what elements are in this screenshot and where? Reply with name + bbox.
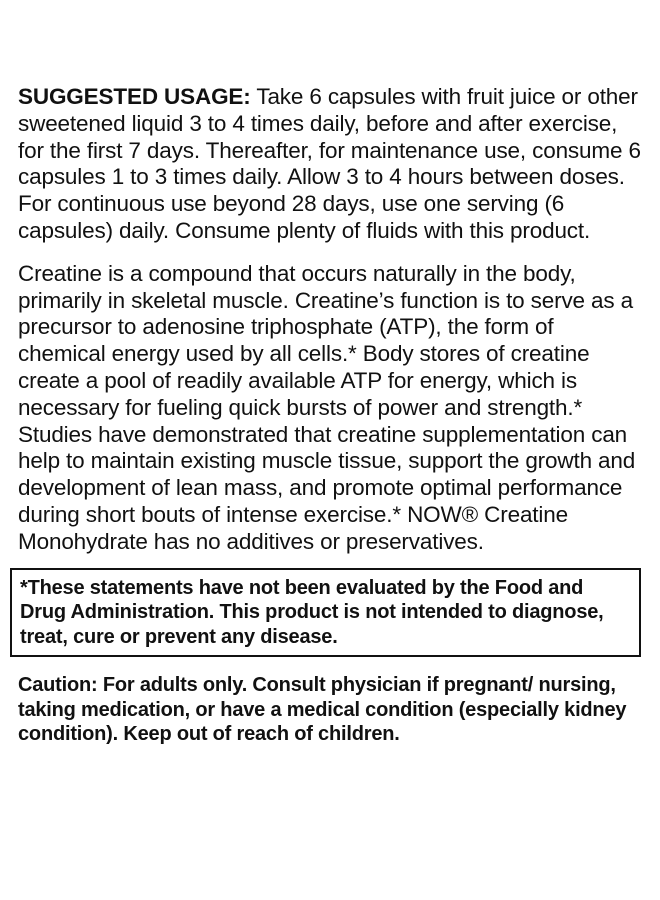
suggested-usage-paragraph [18, 84, 646, 245]
fda-disclaimer-text: *These statements have not been evaluated by the Food and Drug Administration. This product is not intended to diagnose, treat, cure or prevent any disease. [20, 576, 604, 648]
caution-warning: Caution: For adults only. Consult physician if pregnant/ nursing, taking medication, or have a medical condition (especially kidney condition). Keep out of reach of children. [18, 674, 627, 746]
suggested-usage-label: SUGGESTED USAGE: [18, 84, 251, 109]
fda-disclaimer-box [10, 568, 641, 658]
creatine-description: Creatine is a compound that occurs naturally in the body, primarily in skeletal muscle. Creatine’s function is to serve as a precursor to adenosine triphosphate (ATP), the form of chemical energy used by all cells.* Body stores of creatine create a pool of readily available ATP for energy, which is necessary for fueling quick bursts of power and strength.* Studies have demonstrated that creatine supplementation can help to maintain existing muscle tissue, support the growth and development of lean mass, and promote optimal performance during short bouts of intense exercise.* NOW® Creatine Monohydrate has no additives or preservatives. [18, 260, 636, 554]
suggested-usage-text: Take 6 capsules with fruit juice or other sweetened liquid 3 to 4 times daily, before and after exercise, for the first 7 days. Thereafter, for maintenance use, consume 6 capsules 1 to 3 times daily. Allow 3 to 4 hours between doses. For continuous use beyond 28 days, use one serving (6 capsules) daily. Consume plenty of fluids with this product. [18, 84, 641, 243]
